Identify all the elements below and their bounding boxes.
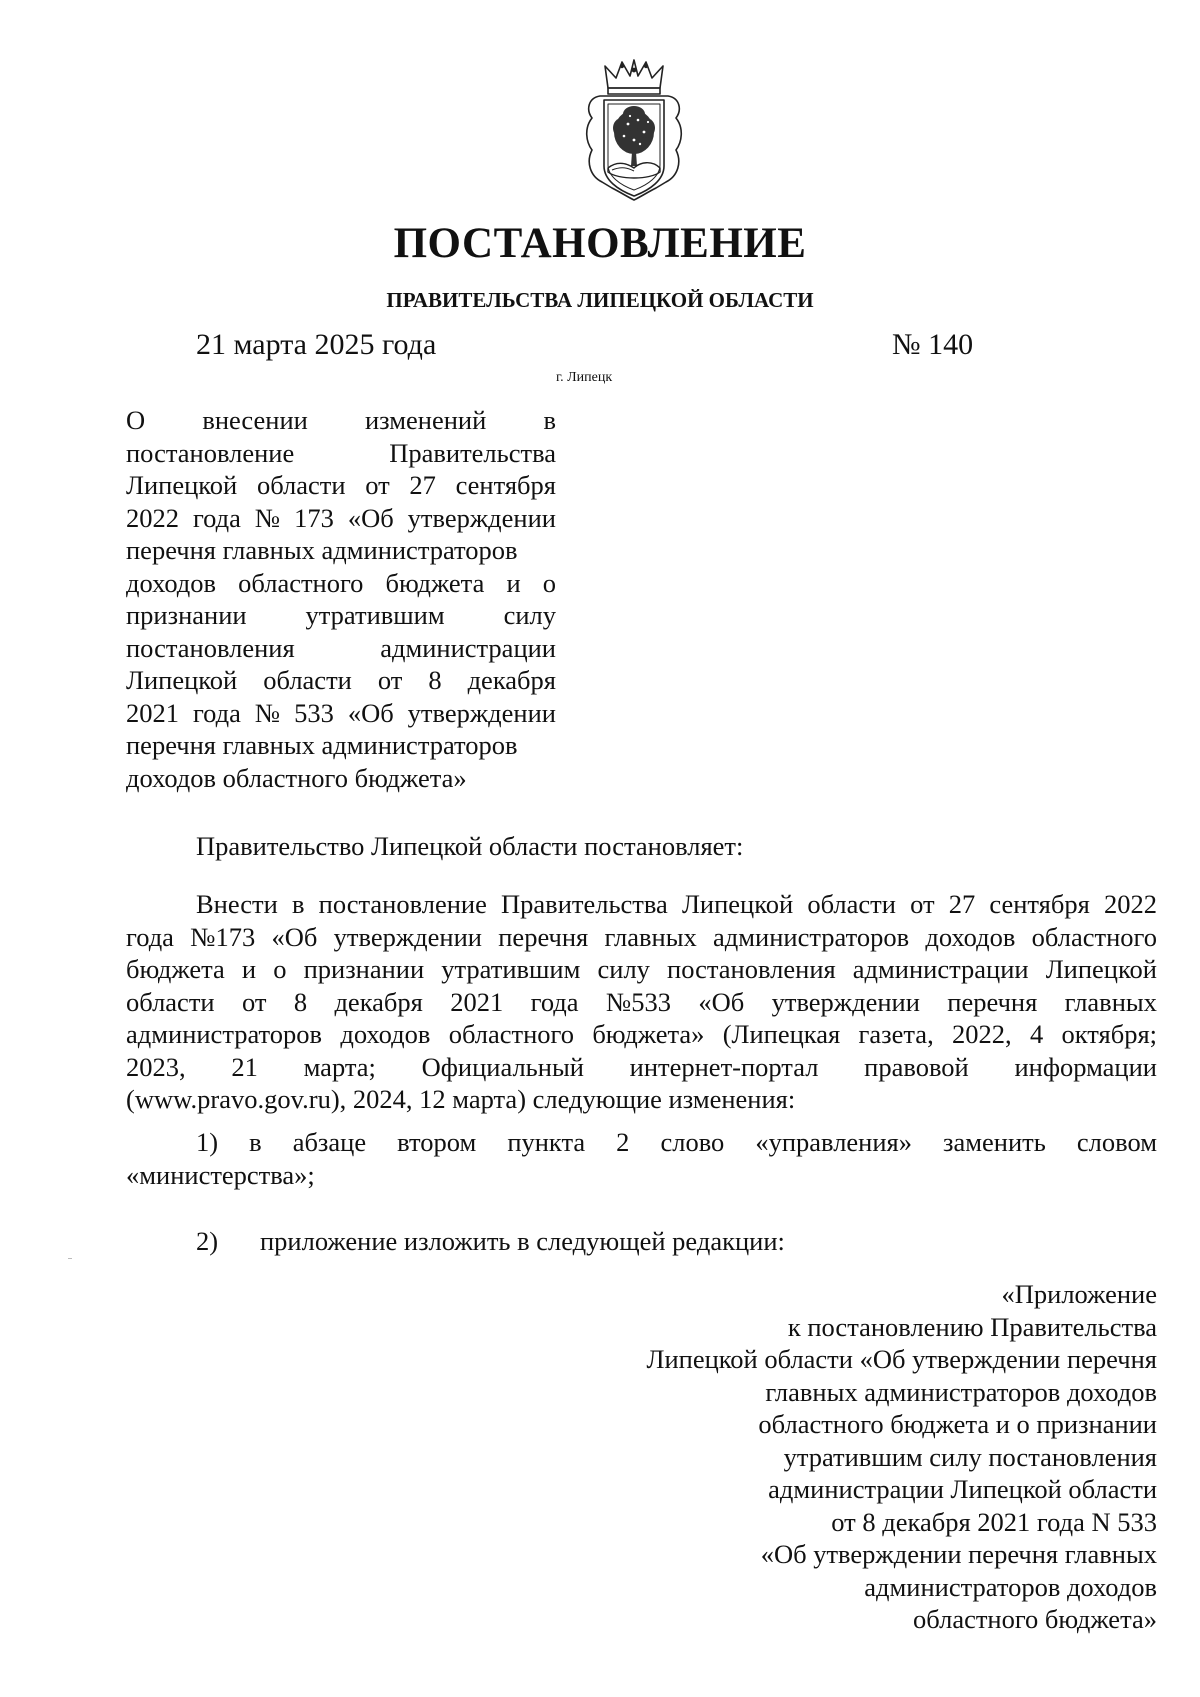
appendix-line: утратившим силу постановления [783, 1441, 1157, 1472]
word: силу [597, 954, 650, 984]
word: сентября [989, 889, 1090, 919]
word: утверждении [407, 502, 556, 533]
word: 21 [231, 1051, 258, 1082]
subject-line [126, 697, 556, 730]
word: областного [1031, 921, 1157, 952]
paragraph-line [126, 953, 1157, 986]
word: утверждении [771, 986, 920, 1017]
word: утверждении [407, 697, 556, 728]
list-item-2 [126, 1225, 1157, 1258]
word: от [377, 665, 403, 695]
word: бюджета [126, 954, 225, 984]
word: декабря [334, 986, 423, 1017]
word: внесении [202, 405, 308, 435]
word: № [254, 502, 281, 533]
appendix-line: областного бюджета» [913, 1604, 1157, 1634]
word: утратившим [305, 600, 445, 630]
word: утратившим [441, 954, 581, 984]
word: года [192, 697, 241, 728]
word: 2 [616, 1127, 630, 1157]
word: в [291, 889, 305, 919]
word: и [241, 954, 257, 984]
subject-line [126, 632, 556, 665]
word: доходов [925, 921, 1016, 952]
word: администраторов [126, 1019, 323, 1049]
word: марта; [303, 1051, 376, 1082]
word: постановления [667, 954, 836, 984]
word: области [256, 470, 346, 500]
word: главных [604, 921, 697, 952]
word: области [263, 665, 352, 695]
list-item-2-text: приложение изложить в следующей редакции: [260, 1226, 785, 1256]
document-number: № 140 [892, 328, 974, 361]
word: «управления» [755, 1127, 912, 1157]
word: Липецкой [1045, 954, 1157, 984]
word: 2022 [126, 502, 179, 533]
word: декабря [467, 665, 556, 695]
lipetsk-coat-of-arms-icon [578, 58, 690, 202]
document-city: г. Липецк [556, 370, 613, 385]
word: постановление [318, 889, 487, 919]
word: бюджета [385, 567, 485, 598]
subject-line [126, 502, 556, 535]
word: областного [238, 567, 364, 598]
subject-line [126, 437, 556, 470]
word: бюджета» [592, 1019, 705, 1049]
appendix-line: администрации Липецкой области [768, 1474, 1157, 1504]
word: перечня [498, 921, 589, 952]
word: абзаце [292, 1127, 367, 1157]
paragraph-line [126, 888, 1157, 921]
word: 2021 [450, 986, 504, 1017]
paragraph-line [126, 986, 1157, 1019]
word: силу [503, 600, 556, 630]
paragraph-line [126, 1051, 1157, 1084]
word: администраторов [713, 921, 910, 952]
appendix-line: главных администраторов доходов [765, 1376, 1157, 1407]
word: главных [1064, 986, 1157, 1017]
word: Правительства [501, 889, 668, 919]
word: заменить [943, 1127, 1046, 1157]
word: пункта [507, 1127, 586, 1157]
word: Официальный [421, 1051, 584, 1082]
word: года [126, 921, 174, 952]
word: № [254, 697, 281, 728]
paragraph-main [126, 888, 1157, 1116]
word: №533 [605, 986, 671, 1017]
word: от [241, 986, 267, 1017]
word: области [126, 986, 215, 1017]
word: 27 [409, 470, 436, 500]
word: области [807, 889, 896, 919]
subject-line: перечня главных администраторов [126, 535, 518, 565]
subject-line [126, 404, 556, 437]
word: 8 [428, 665, 442, 695]
word: областного [448, 1019, 575, 1049]
word: 533 [294, 697, 334, 728]
paragraph-line [126, 1018, 1157, 1051]
word: словом [1076, 1127, 1157, 1157]
word: 27 [948, 889, 976, 919]
subject-line [126, 664, 556, 697]
word: сентября [455, 470, 556, 500]
word: 4 [1029, 1019, 1044, 1049]
appendix-line: к постановлению Правительства [787, 1311, 1157, 1342]
word: года [530, 986, 579, 1017]
appendix-line: администраторов доходов [864, 1571, 1157, 1602]
preamble: Правительство Липецкой области постановляет: [196, 831, 744, 861]
word: «Об [347, 697, 394, 728]
word: газета, [858, 1019, 934, 1049]
subject-line: доходов областного бюджета» [126, 762, 467, 793]
appendix-line: «Приложение [1001, 1279, 1157, 1309]
word: Липецкой [126, 470, 238, 500]
word: и [506, 567, 521, 598]
word: доходов [126, 567, 217, 598]
word: правовой [864, 1051, 969, 1082]
word: слово [660, 1127, 725, 1157]
subject-line: перечня главных администраторов [126, 730, 518, 760]
word: втором [397, 1127, 477, 1157]
word: постановления [126, 632, 295, 663]
word: 8 [293, 986, 308, 1017]
word: в [543, 405, 556, 435]
document-subject [126, 404, 556, 794]
word: «Об [698, 986, 745, 1017]
paragraph-line [126, 921, 1157, 954]
appendix-line: «Об утверждении перечня главных [760, 1539, 1157, 1569]
subject-line [126, 469, 556, 502]
word: О [126, 405, 146, 435]
appendix-line: от 8 декабря 2021 года N 533 [831, 1506, 1157, 1537]
word: «Об [271, 921, 318, 952]
list-item-1 [126, 1126, 1157, 1191]
word: информации [1014, 1051, 1157, 1082]
word: Внести [196, 889, 278, 919]
word: 2022 [1103, 889, 1157, 919]
list-item-2-number: 2) [196, 1226, 219, 1256]
word: «Об [347, 502, 394, 533]
word: интернет-портал [629, 1051, 819, 1082]
word: доходов [340, 1019, 431, 1049]
list-item-2-line [126, 1225, 1157, 1258]
word: администрации [380, 632, 556, 663]
word: 1) [196, 1127, 219, 1157]
word: года [192, 502, 241, 533]
word: от [910, 889, 935, 919]
word: Липецкой [681, 889, 794, 919]
word: (Липецкая [722, 1019, 841, 1049]
word: в [249, 1127, 262, 1157]
subject-line [126, 567, 556, 600]
word: утверждении [333, 921, 482, 952]
appendix-line: Липецкой области «Об утверждении перечня [646, 1344, 1157, 1374]
word: 2022, [952, 1019, 1012, 1049]
word: Липецкой [126, 665, 238, 695]
word: 173 [294, 502, 334, 533]
word: 2023, [126, 1051, 186, 1082]
appendix-line: областного бюджета и о признании [758, 1409, 1157, 1439]
word: Правительства [389, 437, 556, 468]
word: администрации [852, 954, 1029, 984]
paragraph-line: (www.pravo.gov.ru), 2024, 12 марта) следующие изменения: [126, 1084, 796, 1114]
subject-line [126, 599, 556, 632]
document-date: 21 марта 2025 года [196, 328, 437, 361]
word: изменений [365, 405, 487, 435]
scan-speck [68, 1258, 72, 1259]
list-item-1-line [126, 1126, 1157, 1159]
word: признании [126, 600, 247, 630]
document-type-title: ПОСТАНОВЛЕНИЕ [393, 220, 807, 267]
word: постановление [126, 437, 295, 468]
word: о [273, 954, 287, 984]
word: признании [303, 954, 425, 984]
appendix-header [647, 1278, 1158, 1636]
word: 2021 [126, 697, 179, 728]
word: от [365, 470, 390, 500]
issuer-name: ПРАВИТЕЛЬСТВА ЛИПЕЦКОЙ ОБЛАСТИ [386, 288, 814, 312]
word: перечня [947, 986, 1038, 1017]
word: о [542, 567, 556, 598]
list-item-1-line: «министерства»; [126, 1159, 315, 1190]
word: №173 [190, 921, 256, 952]
word: октября; [1061, 1019, 1157, 1049]
